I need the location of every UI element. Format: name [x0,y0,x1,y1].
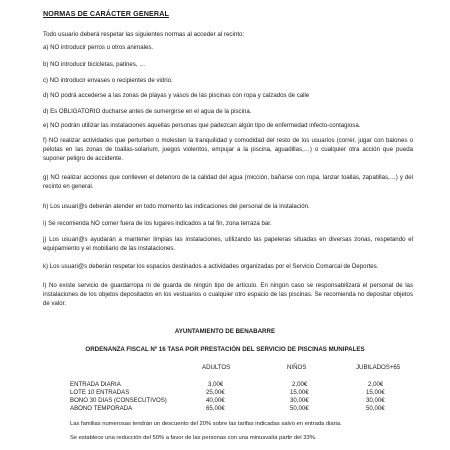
organization-name: AYUNTAMIENTO DE BENABARRE [174,328,276,335]
fee-row-label: LOTE 10 ENTRADAS [70,389,130,396]
fee-ninos: 15,00€ [290,389,309,396]
rule-g: g) NO realizar acciones que conlleven el deterioro de la calidad del agua (micción, bañarse con ropa, lanzar toallas, zapatillas,…) y del recinto en general. [43,174,413,190]
column-header-adultos: ADULTOS [202,364,231,371]
rule-a: a) NO introducir perros u otros animales. [43,44,154,51]
fee-jubilados: 2,00€ [368,381,384,388]
fee-adultos: 40,00€ [206,397,225,404]
rule-k: k) Los usuari@s deberán respetar los espacios destinados a actividades organizadas por el Servicio Comarcal de Deportes. [43,263,379,270]
fee-jubilados: 30,00€ [366,397,385,404]
rule-b: b) NO introducir bicicletas, patines, … [43,61,146,68]
fee-row-label: ABONO TEMPORADA [70,405,133,412]
fee-adultos: 3,00€ [208,381,224,388]
rule-f: f) NO realizar actividades que perturben o molesten la tranquilidad y comodidad del resto de los usuarios (correr, jugar con balones o pelotas en las zonas de toallas-solarium, juegos violentos, empujar a la piscina, aguadillas,…) o cualquier otra acción que pueda suponer peligro de accidente. [43,137,413,162]
rule-j: j) Los usuari@s ayudarán a mantener limpias las instalaciones, utilizando las papeleras situadas en diversas zonas, respetando el equipamiento y el mobiliario de las instalaciones. [43,236,413,252]
fee-ninos: 50,00€ [290,405,309,412]
fee-row-label: ENTRADA DIARIA [70,381,121,388]
rule-d-shower: d) Es OBLIGATORIO ducharse antes de sumergirse en el agua de la piscina. [43,108,252,115]
column-header-jubilados: JUBILADOS+65 [356,364,401,371]
rule-l: l) No existe servicio de guardarropa ni de guarda de ningún tipo de artículo. En ningún caso se responsabilizará el personal de las instalaciones de los objetos depositados en los vestuarios o cualquier otro espacio de las piscinas. Se recomienda no depositar objetos de valor. [43,282,413,307]
ordinance-title: ORDENANZA FISCAL Nº 16 TASA POR PRESTACIÓN DEL SERVICIO DE PISCINAS MUNIPALES [85,346,365,353]
fee-table [0,360,450,420]
rule-i: i) Se recomienda NO comer fuera de los lugares indicados a tal fin, zona terraza bar. [43,220,272,227]
fee-ninos: 2,00€ [292,381,308,388]
column-header-ninos: NIÑOS [287,364,307,371]
fee-adultos: 65,00€ [206,405,225,412]
fee-adultos: 25,00€ [206,389,225,396]
fee-row-label: BONO 30 DIAS (CONSECUTIVOS) [70,397,167,404]
intro-text: Todo usuario deberá respetar las siguientes normas al acceder al recinto: [43,31,245,38]
rule-d-access: d) NO podrá accederse a las zonas de playas y vasos de las piscinas con ropa y calzados de calle [43,92,310,99]
note-large-families: Las familias numerosas tendrán un descuento del 20% sobre las tarifas indicadas salvo en entrada diaria. [70,421,342,427]
fee-ninos: 30,00€ [290,397,309,404]
page-title: NORMAS DE CARÁCTER GENERAL [43,9,169,18]
fee-jubilados: 15,00€ [366,389,385,396]
note-disability: Se establece una reducción del 50% a favor de las personas con una minusvalía partir del 33%. [70,435,317,441]
fee-jubilados: 50,00€ [366,405,385,412]
rule-e: e) NO podrán utilizar las instalaciones aquellas personas que padezcan algún tipo de enfermedad infecto-contagiosa. [43,122,361,129]
rule-h: h) Los usuari@s deberán atender en todo momento las indicaciones del personal de la instalación. [43,203,310,210]
rule-c: c) NO introducir envases o recipientes de vidrio. [43,77,173,84]
